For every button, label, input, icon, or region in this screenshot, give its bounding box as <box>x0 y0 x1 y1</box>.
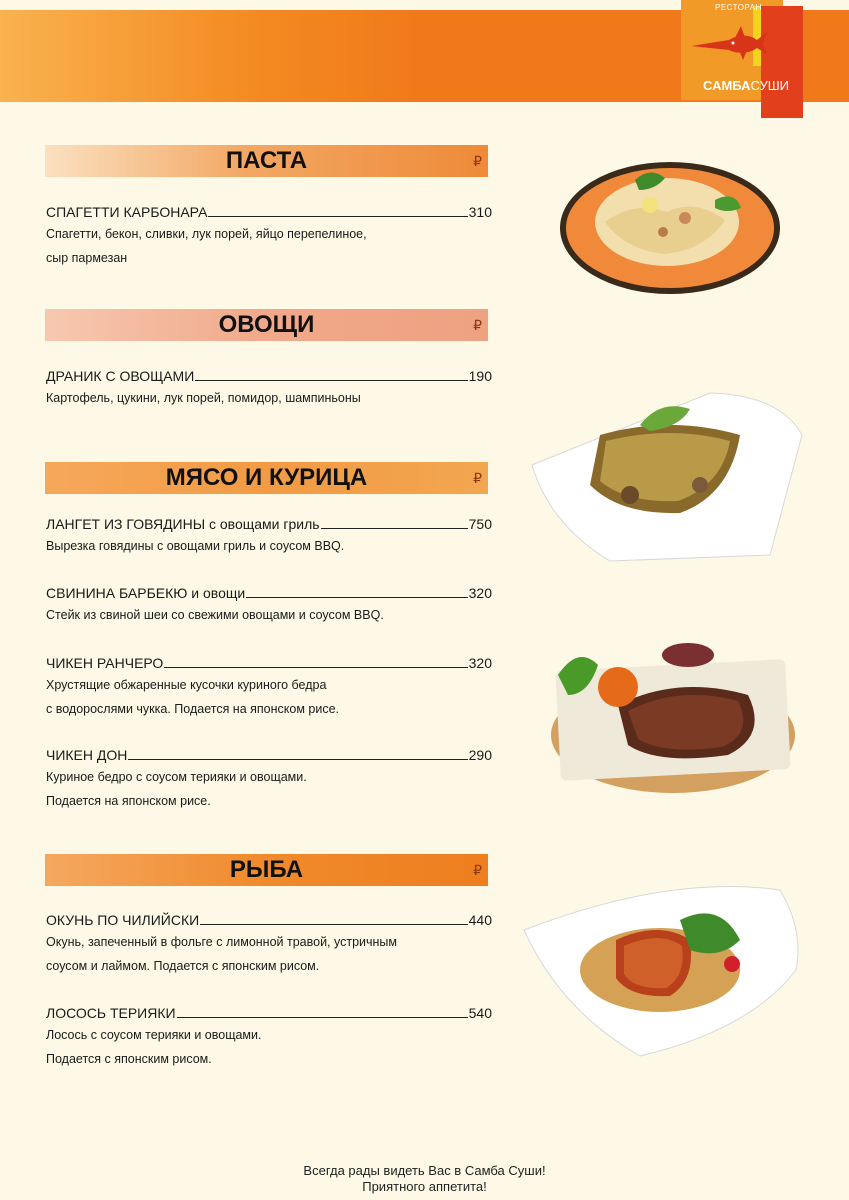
item-price: 750 <box>468 516 492 532</box>
item-name: ЛОСОСЬ ТЕРИЯКИ <box>46 1005 176 1021</box>
restaurant-logo <box>681 0 821 120</box>
footer-greeting: Всегда рады видеть Вас в Самба Суши! <box>303 1163 546 1178</box>
item-name: ЛАНГЕТ ИЗ ГОВЯДИНЫ с овощами гриль <box>46 516 320 532</box>
item-desc-line: Подается на японском рисе. <box>46 794 211 808</box>
ruble-sign: ₽ <box>473 862 482 878</box>
item-price: 320 <box>468 655 492 671</box>
menu-item <box>46 912 492 978</box>
item-desc-line: Лосось с соусом терияки и овощами. <box>46 1028 262 1042</box>
item-name: ЧИКЕН ДОН <box>46 747 128 763</box>
item-desc-line: Куриное бедро с соусом терияки и овощами. <box>46 770 307 784</box>
item-desc-line: Картофель, цукини, лук порей, помидор, шампиньоны <box>46 391 361 405</box>
section-title: РЫБА <box>229 856 304 883</box>
menu-item <box>46 204 492 270</box>
ruble-sign: ₽ <box>473 317 482 333</box>
menu-item <box>46 516 492 558</box>
item-name: СПАГЕТТИ КАРБОНАРА <box>46 204 208 220</box>
item-desc-line: Хрустящие обжаренные кусочки куриного бедра <box>46 678 327 692</box>
item-name: ЧИКЕН РАНЧЕРО <box>46 655 164 671</box>
item-price: 540 <box>468 1005 492 1021</box>
section-header-fish <box>45 854 488 886</box>
item-price: 440 <box>468 912 492 928</box>
item-name: СВИНИНА БАРБЕКЮ и овощи <box>46 585 246 601</box>
logo-top-label: РЕСТОРАН <box>715 3 762 12</box>
header-band-gradient <box>0 10 420 102</box>
section-header-pasta <box>45 145 488 177</box>
item-price: 190 <box>468 368 492 384</box>
item-desc-line: Стейк из свиной шеи со свежими овощами и соусом BBQ. <box>46 608 384 622</box>
item-desc-line: сыр пармезан <box>46 251 128 265</box>
logo-name: САМБАСУШИ <box>703 78 790 93</box>
section-header-meat-chicken <box>45 462 488 494</box>
footer <box>0 1163 849 1195</box>
menu-item <box>46 1005 492 1071</box>
item-desc-line: Спагетти, бекон, сливки, лук порей, яйцо перепелиное, <box>46 227 367 241</box>
ruble-sign: ₽ <box>473 153 482 169</box>
menu-item <box>46 655 492 721</box>
section-title: МЯСО И КУРИЦА <box>165 464 368 491</box>
section-title: ПАСТА <box>225 147 308 174</box>
swordfish-icon <box>689 20 769 64</box>
section-header-vegetables <box>45 309 488 341</box>
item-price: 310 <box>468 204 492 220</box>
item-desc-line: Вырезка говядины с овощами гриль и соусом BBQ. <box>46 539 345 553</box>
item-name: ДРАНИК С ОВОЩАМИ <box>46 368 195 384</box>
item-desc-line: с водорослями чукка. Подается на японском рисе. <box>46 702 340 716</box>
footer-wish: Приятного аппетита! <box>362 1179 487 1194</box>
menu-item <box>46 747 492 813</box>
section-title: ОВОЩИ <box>218 311 315 338</box>
ruble-sign: ₽ <box>473 470 482 486</box>
menu-item <box>46 585 492 627</box>
salmon-dish-photo <box>520 870 805 1060</box>
item-price: 320 <box>468 585 492 601</box>
item-desc-line: соусом и лаймом. Подается с японским рисом. <box>46 959 320 973</box>
item-desc-line: Окунь, запеченный в фольге с лимонной травой, устричным <box>46 935 398 949</box>
item-desc-line: Подается с японским рисом. <box>46 1052 212 1066</box>
item-name: ОКУНЬ ПО ЧИЛИЙСКИ <box>46 912 200 928</box>
item-price: 290 <box>468 747 492 763</box>
draniki-dish-photo <box>530 385 810 565</box>
pasta-dish-photo <box>555 150 785 300</box>
steak-dish-photo <box>548 635 798 795</box>
menu-item <box>46 368 492 410</box>
